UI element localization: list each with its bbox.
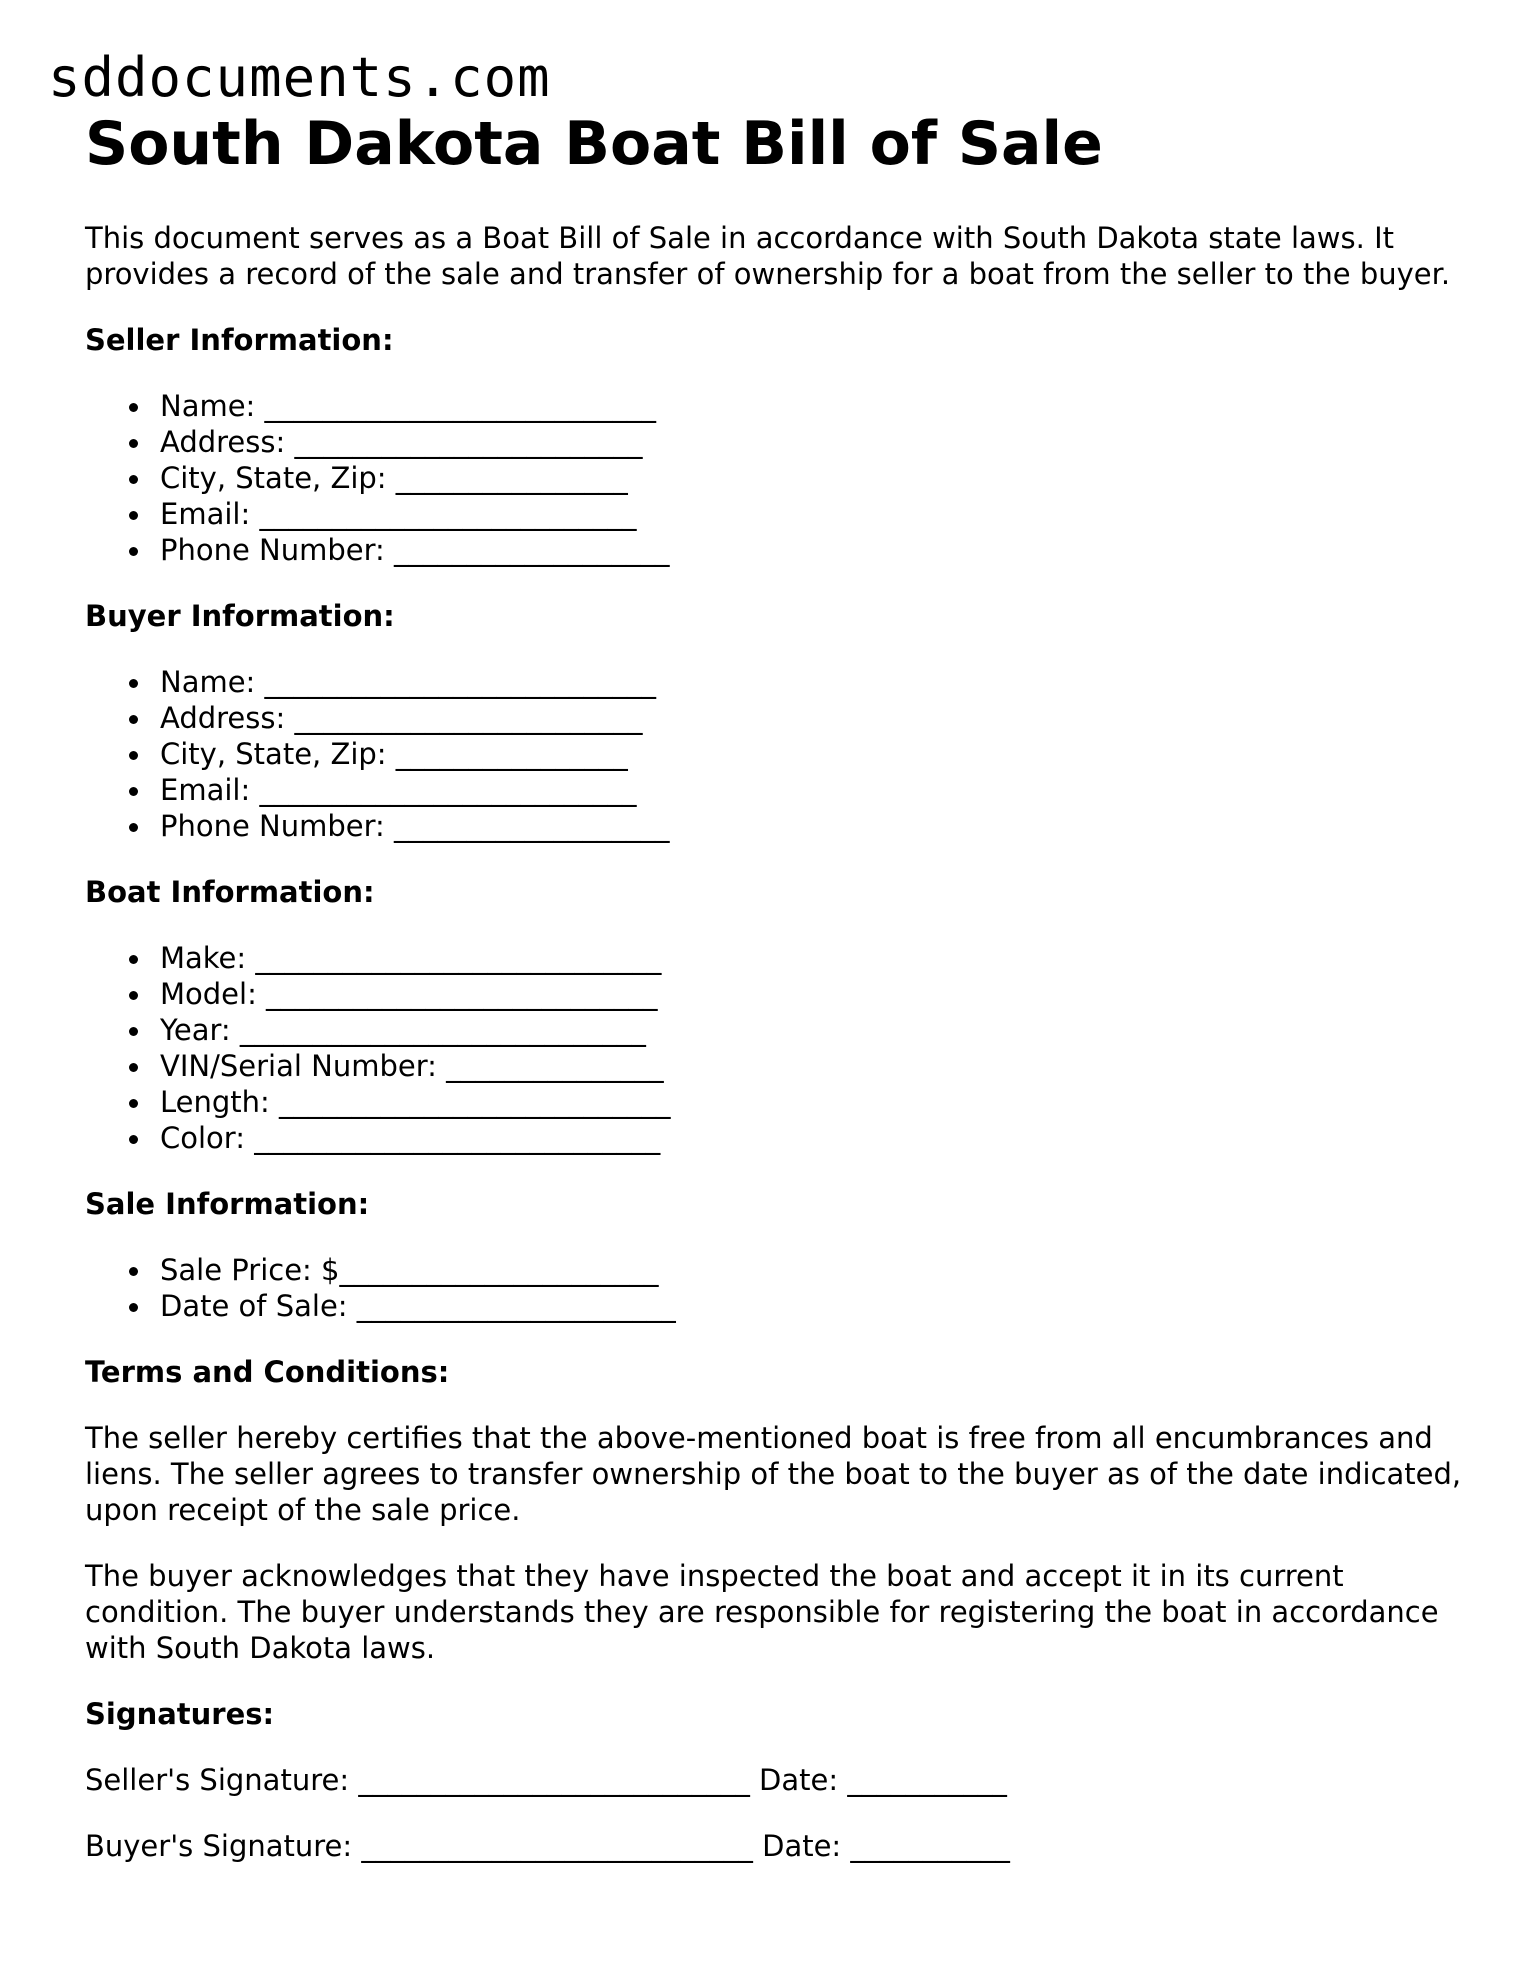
document-body — [85, 104, 1485, 1864]
seller-signature-line: Seller's Signature: ___________________________ Date: ___________ — [85, 1763, 1007, 1797]
boat-color-field: Color: ____________________________ — [85, 1120, 1485, 1156]
buyer-email-field: Email: __________________________ — [85, 772, 1485, 808]
boat-length-field: Length: ___________________________ — [85, 1084, 1485, 1120]
buyer-information-list — [85, 664, 1485, 844]
terms-seller-paragraph: The seller hereby certifies that the above-mentioned boat is free from all encumbrances and liens. The seller agrees to transfer ownership of the boat to the buyer as of the date indicated, upon receipt of the sale price. — [85, 1421, 1462, 1527]
document-title: South Dakota Boat Bill of Sale — [85, 109, 1103, 179]
sale-price-field: Sale Price: $______________________ — [85, 1252, 1485, 1288]
boat-vin-serial-field: VIN/Serial Number: _______________ — [85, 1048, 1485, 1084]
terms-heading: Terms and Conditions: — [85, 1355, 450, 1389]
boat-year-field: Year: ____________________________ — [85, 1012, 1485, 1048]
buyer-city-state-zip-field: City, State, Zip: ________________ — [85, 736, 1485, 772]
boat-information-list — [85, 940, 1485, 1156]
seller-name-field: Name: ___________________________ — [85, 388, 1485, 424]
boat-information-heading: Boat Information: — [85, 875, 375, 909]
site-watermark: sddocuments.com — [48, 46, 551, 109]
buyer-name-field: Name: ___________________________ — [85, 664, 1485, 700]
buyer-information-heading: Buyer Information: — [85, 599, 395, 633]
buyer-signature-line: Buyer's Signature: ___________________________ Date: ___________ — [85, 1829, 1010, 1863]
intro-paragraph: This document serves as a Boat Bill of Sale in accordance with South Dakota state laws. It provides a record of the sale and transfer of ownership for a boat from the seller to the buyer. — [85, 221, 1451, 291]
seller-address-field: Address: ________________________ — [85, 424, 1485, 460]
buyer-address-field: Address: ________________________ — [85, 700, 1485, 736]
terms-buyer-paragraph: The buyer acknowledges that they have inspected the boat and accept it in its current condition. The buyer understands they are responsible for registering the boat in accordance with South Dakota laws. — [85, 1559, 1439, 1665]
seller-email-field: Email: __________________________ — [85, 496, 1485, 532]
sale-information-heading: Sale Information: — [85, 1187, 370, 1221]
date-of-sale-field: Date of Sale: ______________________ — [85, 1288, 1485, 1324]
buyer-phone-field: Phone Number: ___________________ — [85, 808, 1485, 844]
signatures-heading: Signatures: — [85, 1697, 275, 1731]
seller-information-list — [85, 388, 1485, 568]
seller-information-heading: Seller Information: — [85, 323, 394, 357]
boat-model-field: Model: ___________________________ — [85, 976, 1485, 1012]
seller-phone-field: Phone Number: ___________________ — [85, 532, 1485, 568]
sale-information-list — [85, 1252, 1485, 1324]
boat-make-field: Make: ____________________________ — [85, 940, 1485, 976]
seller-city-state-zip-field: City, State, Zip: ________________ — [85, 460, 1485, 496]
